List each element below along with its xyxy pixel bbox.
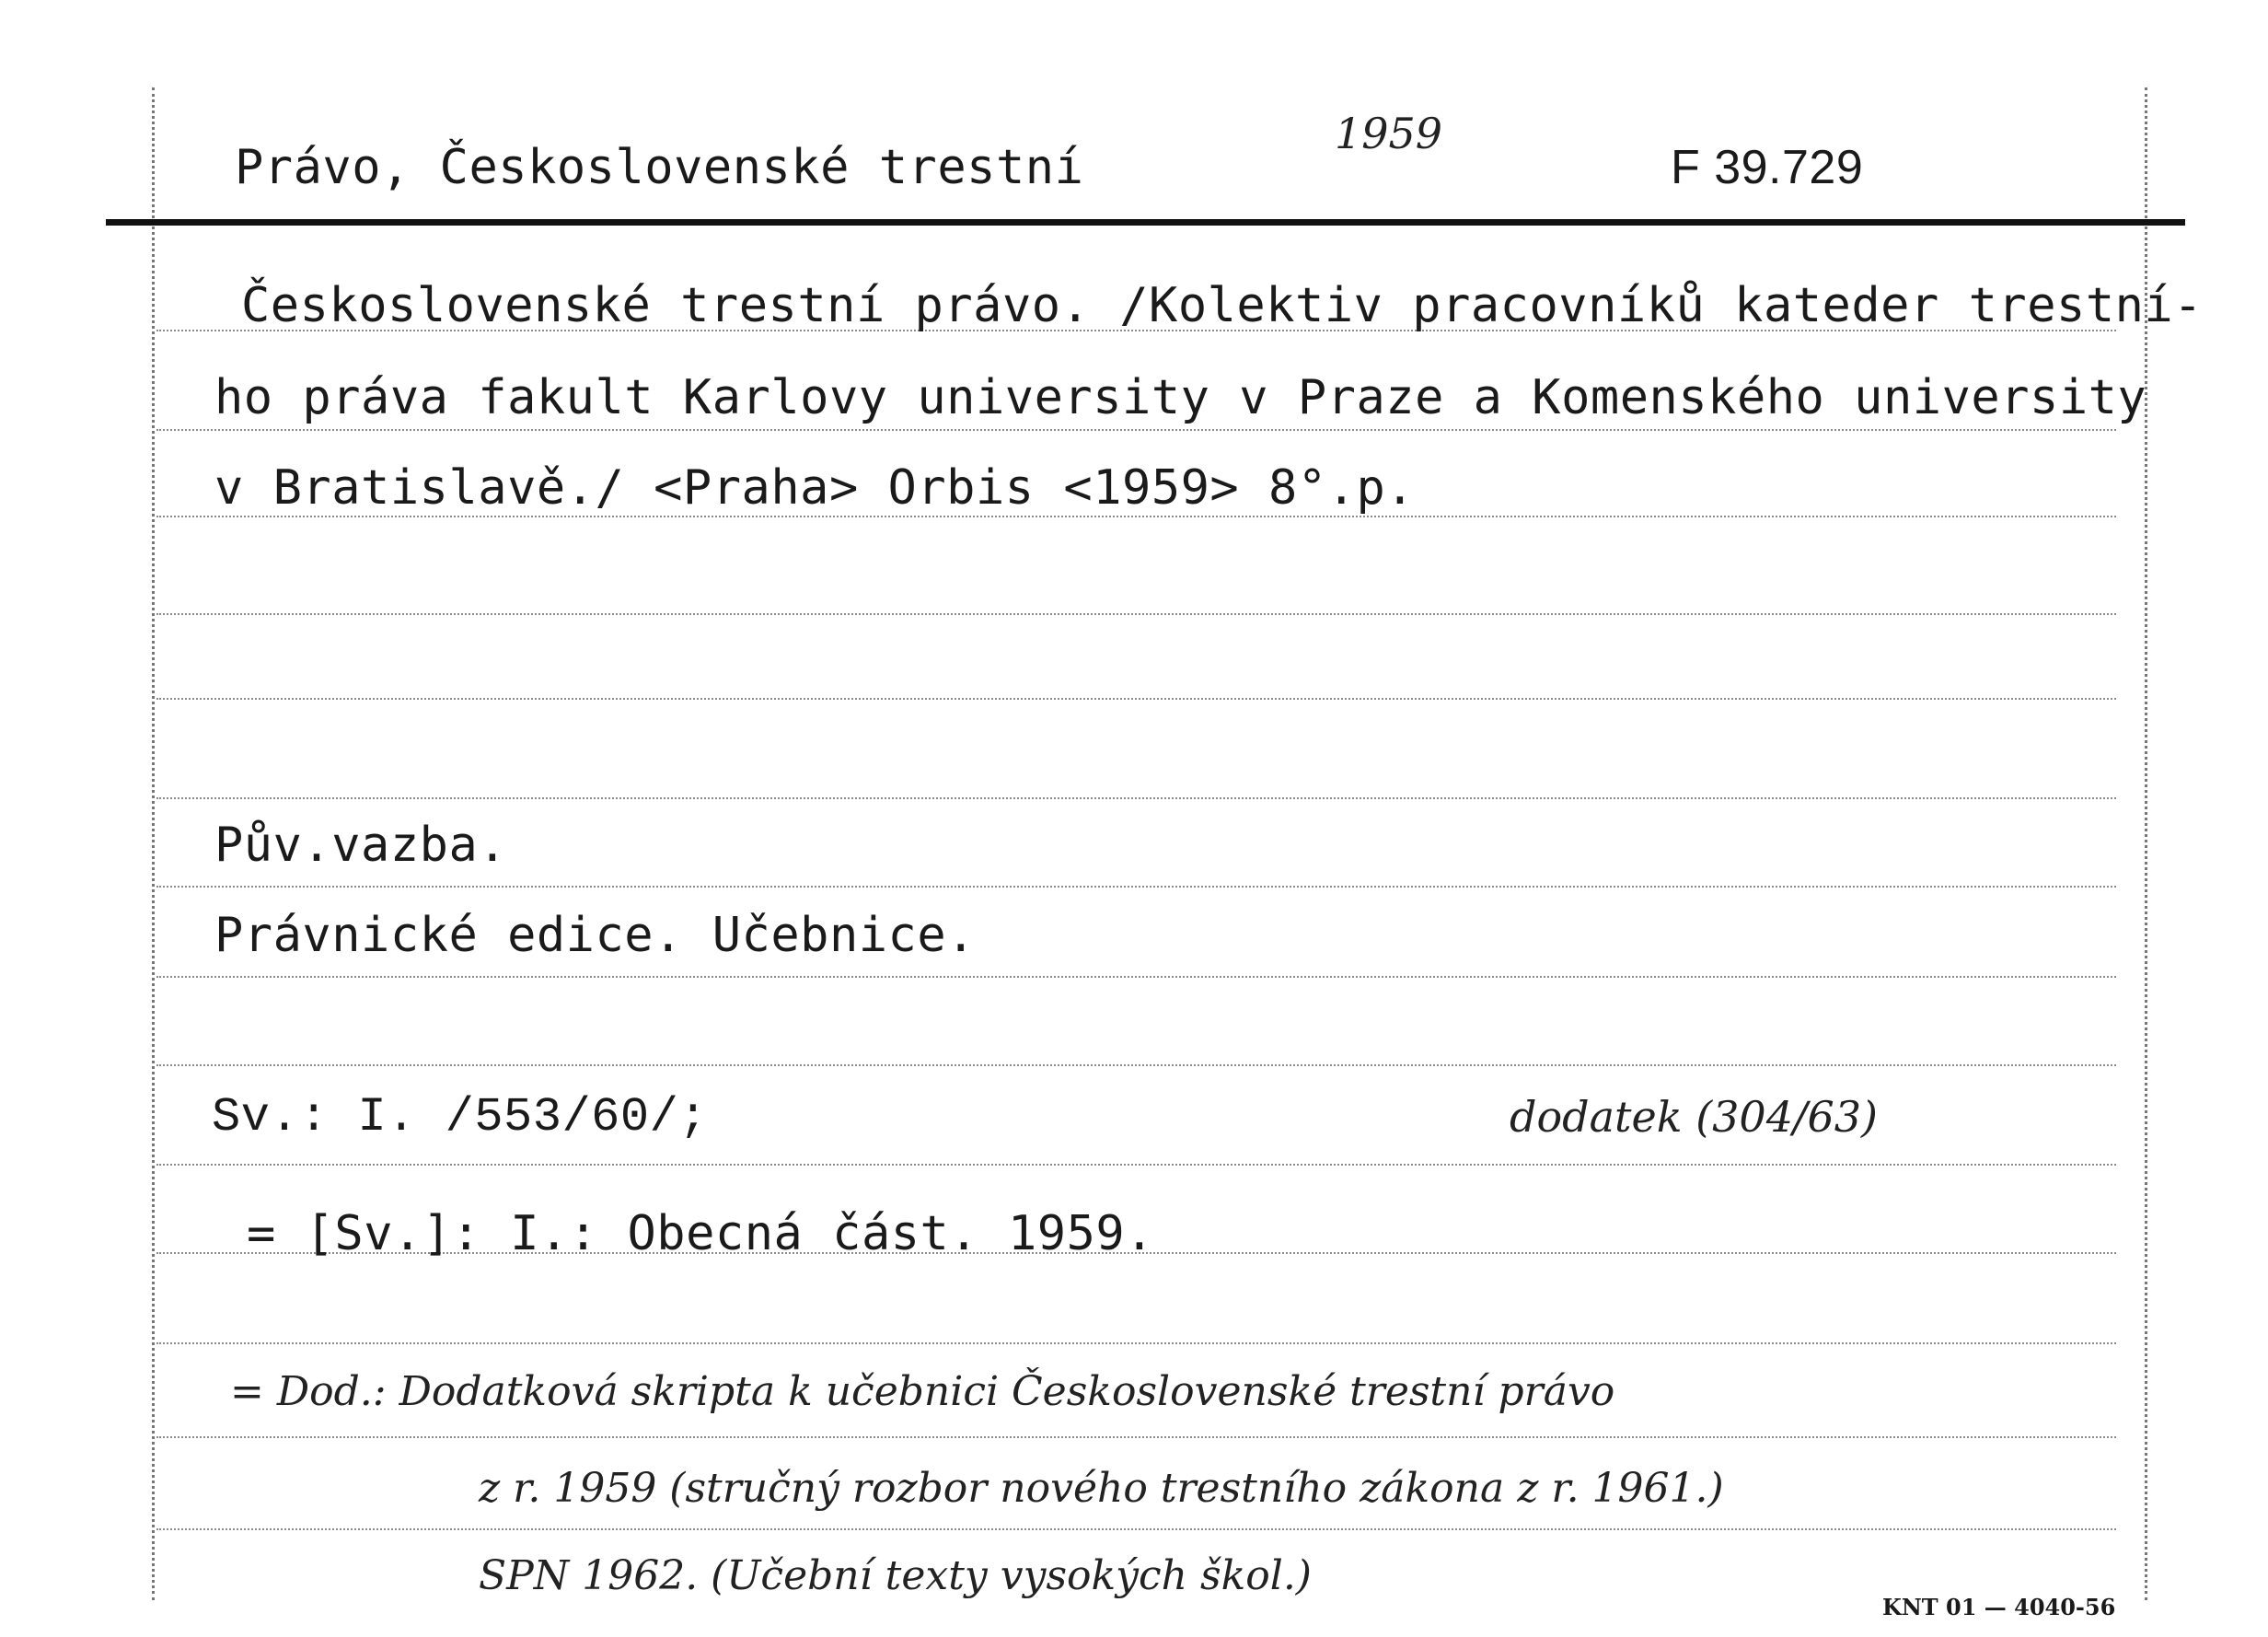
handwritten-note-1: = Dod.: Dodatková skripta k učebnici Československé trestní právo: [230, 1368, 1615, 1415]
handwritten-note-2: z r. 1959 (stručný rozbor nového trestního zákona z r. 1961.): [479, 1465, 1724, 1512]
left-margin-line: [152, 87, 155, 1600]
ruled-line: [156, 797, 2116, 799]
binding-note: Pův.vazba.: [214, 818, 508, 873]
card-form-code: KNT 01 — 4040-56: [1882, 1594, 2116, 1620]
ruled-line: [156, 1064, 2116, 1066]
volumes-line: Sv.: I. /553/60/;: [212, 1090, 708, 1144]
ruled-line: [156, 429, 2116, 431]
shelfmark: F 39.729: [1671, 141, 1864, 194]
ruled-line: [156, 516, 2116, 517]
ruled-line: [156, 976, 2116, 978]
imprint-line: v Bratislavě./ <Praha> Orbis <1959> 8°.p.: [214, 460, 1416, 516]
volume-detail-line: = [Sv.]: I.: Obecná část. 1959.: [247, 1206, 1155, 1261]
ruled-line: [156, 886, 2116, 888]
year-handwritten: 1959: [1335, 109, 1443, 158]
ruled-line: [156, 1164, 2116, 1166]
ruled-line: [156, 1528, 2116, 1530]
title-line-2: ho práva fakult Karlovy university v Praze a Komenského university: [214, 370, 2147, 425]
title-line-1: Československé trestní právo. /Kolektiv pracovníků kateder trestní-: [241, 278, 2204, 333]
header-rule: [106, 219, 2185, 226]
handwritten-note-3: SPN 1962. (Učební texty vysokých škol.): [479, 1552, 1312, 1599]
ruled-line: [156, 1436, 2116, 1438]
ruled-line: [156, 613, 2116, 615]
series-note: Právnické edice. Učebnice.: [214, 908, 976, 963]
ruled-line: [156, 698, 2116, 700]
dodatek-handwritten: dodatek (304/63): [1510, 1092, 1878, 1142]
heading: Právo, Československé trestní: [235, 140, 1084, 195]
ruled-line: [156, 1342, 2116, 1344]
